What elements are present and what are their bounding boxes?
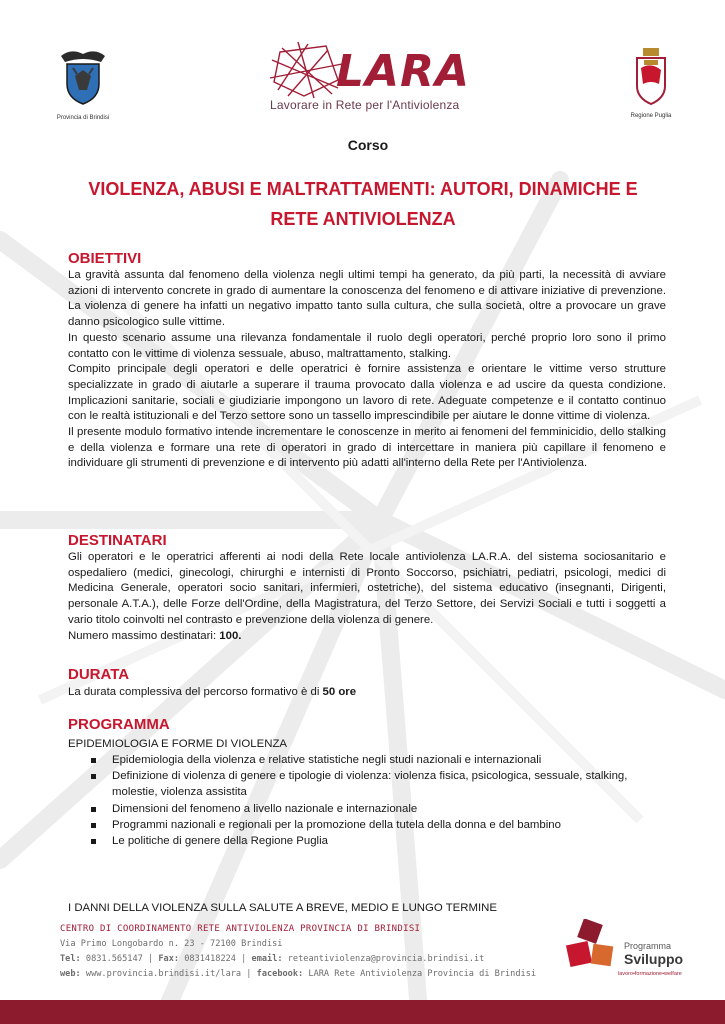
footer-address: Via Primo Longobardo n. 23 - 72100 Brindisi [60,939,283,949]
sviluppo-tagline: lavoro•formazione•welfare [618,971,682,977]
obiettivi-paragraph-2: In questo scenario assume una rilevanza fondamentale il ruolo degli operatori, perché proprio loro sono il primo contatto con le vittime di violenza sessuale, abuso, maltrattamento, stalking. [68,331,666,360]
provincia-brindisi-logo [48,46,118,121]
list-item: Le politiche di genere della Regione Puglia [90,833,650,849]
list-item: Definizione di violenza di genere e tipologie di violenza: violenza fisica, psicologica, sessuale, stalking, molestie, violenza assistita [90,768,650,800]
tel-value: 0831.565147 [85,954,143,964]
list-item: Programmi nazionali e regionali per la promozione della tutela della donna e del bambino [90,817,650,833]
obiettivi-paragraph-3: Compito principale degli operatori e delle operatrici è fornire assistenza e orientare le vittime verso strutture specializzate in grado di aiutarle a superare il trauma provocato dalla violenza e ad uscire da questa condizione. Implicazioni sanitarie, sociali e giudiziarie impongono un lavoro di rete. Adeguate competenze e il contatto continuo con le realtà istituzionali e del Terzo settore sono un tassello imprescindibile per aiutare le donne vittime di violenza. [68,363,666,423]
destinatari-max-label: Numero massimo destinatari: [68,629,220,642]
durata-label: La durata complessiva del percorso formativo è di [68,686,323,698]
web-link[interactable]: www.provincia.brindisi.it/lara [85,969,242,979]
obiettivi-heading: OBIETTIVI [68,250,142,267]
fax-value: 0831418224 [184,954,236,964]
fax-label: Fax: [158,954,180,964]
obiettivi-paragraph-1: La gravità assunta dal fenomeno della violenza negli ultimi tempi ha generato, da più parti, la necessità di avviare azioni di intervento concrete in grado di aumentare la conoscenza del fenomeno e di attivare iniziative di prevenzione. La violenza di genere ha infatti un negativo impatto tanto sulla cultura, che sulla società, oltre a provocare un grave danno psicologico sulle vittime. [68,269,666,329]
destinatari-heading: DESTINATARI [68,532,167,549]
sviluppo-line-2: Sviluppo [624,951,684,967]
email-label: email: [251,954,283,964]
sviluppo-line-1: Programma [624,941,672,951]
facebook-label: facebook: [256,969,304,979]
programma-list [90,752,650,849]
destinatari-paragraph: Gli operatori e le operatrici afferenti ai nodi della Rete locale antiviolenza LA.R.A. del sistema sociosanitario e ospedaliero (medici, ginecologi, chirurghi e internisti di Pronto Soccorso, psichiatri, pediatri, psicologi, medici di Medicina Generale, operatori socio sanitari, infermieri, ostetriche), del sistema educativo (insegnanti, Dirigenti, personale A.T.A.), delle Forze dell'Ordine, della Magistratura, del Terzo Settore, dei Servizi Sociali e tutti i soggetti a vario titolo coinvolti nel contrasto e prevenzione della violenza di genere. [68,551,666,626]
regione-puglia-logo [622,46,680,119]
destinatari-text [68,550,666,644]
obiettivi-text [68,268,666,472]
next-topic: I DANNI DELLA VIOLENZA SULLA SALUTE A BREVE, MEDIO E LUNGO TERMINE [68,902,497,914]
regione-puglia-crest-icon [633,46,669,106]
web-label: web: [60,969,81,979]
page-title-line-1: VIOLENZA, ABUSI E MALTRATTAMENTI: AUTORI, DINAMICHE E [88,179,638,199]
footer-web-line: web: www.provincia.brindisi.it/lara | facebook: LARA Rete Antiviolenza Provincia di Brindisi [60,969,537,979]
lara-wordmark: LARA [336,46,471,97]
regione-puglia-caption: Regione Puglia [630,113,672,119]
footer-org: CENTRO DI COORDINAMENTO RETE ANTIVIOLENZA PROVINCIA DI BRINDISI [60,924,421,934]
programma-subheading: EPIDEMIOLOGIA E FORME DI VIOLENZA [68,738,287,750]
lara-subtitle: Lavorare in Rete per l'Antiviolenza [270,98,460,112]
bottom-bar [0,1000,725,1024]
sviluppo-squares-icon [566,919,622,975]
destinatari-max-value: 100. [219,629,242,642]
email-link[interactable]: reteantiviolenza@provincia.brindisi.it [287,954,485,964]
footer-contacts [60,922,536,982]
corso-label: Corso [347,137,389,153]
durata-heading: DURATA [68,666,130,683]
durata-value: 50 ore [322,686,357,698]
lara-logo [262,40,471,120]
list-item: Dimensioni del fenomeno a livello nazionale e internazionale [90,801,650,817]
header [0,40,725,130]
provincia-brindisi-caption: Provincia di Brindisi [56,115,110,121]
programma-heading: PROGRAMMA [68,716,170,733]
durata-text [68,685,666,701]
footer-phone-line: Tel: 0831.565147 | Fax: 0831418224 | email: reteantiviolenza@provincia.brindisi.it [60,954,485,964]
destinatari-max [68,629,666,645]
programma-sviluppo-logo [562,915,702,985]
provincia-brindisi-crest-icon [57,46,109,108]
list-item: Epidemiologia della violenza e relative statistiche negli studi nazionali e internazionali [90,752,650,768]
page-title-line-2: RETE ANTIVIOLENZA [270,209,456,229]
obiettivi-paragraph-4: Il presente modulo formativo intende incrementare le conoscenze in merito ai fenomeni del femminicidio, dello stalking e della violenza e formare una rete di operatori in grado di intercettare in maniera più capillare il fenomeno e individuare gli strumenti di prevenzione e di intervento più adatti all'interno della Rete per l'Antiviolenza. [68,426,666,470]
page-title [68,174,658,234]
facebook-link[interactable]: LARA Rete Antiviolenza Provincia di Brindisi [308,969,537,979]
tel-label: Tel: [60,954,81,964]
